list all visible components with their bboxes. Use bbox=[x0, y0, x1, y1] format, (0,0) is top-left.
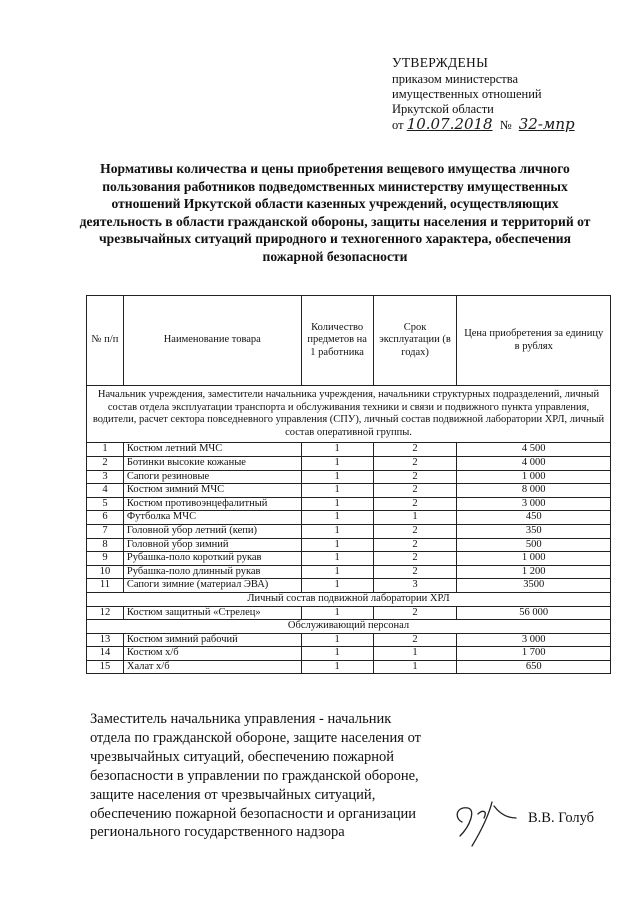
table-row bbox=[87, 456, 611, 470]
table-row bbox=[87, 606, 611, 620]
item-name: Костюм защитный «Стрелец» bbox=[123, 606, 301, 620]
table-row bbox=[87, 484, 611, 498]
item-quantity: 1 bbox=[301, 511, 373, 525]
table-row bbox=[87, 511, 611, 525]
signer-name: В.В. Голуб bbox=[528, 810, 595, 826]
item-term: 1 bbox=[373, 647, 457, 661]
table-row bbox=[87, 633, 611, 647]
header-num: № п/п bbox=[87, 296, 124, 386]
item-price: 3500 bbox=[457, 579, 611, 593]
item-price: 4 500 bbox=[457, 443, 611, 457]
header-qty: Количество предметов на 1 работника bbox=[301, 296, 373, 386]
item-quantity: 1 bbox=[301, 443, 373, 457]
item-term: 2 bbox=[373, 538, 457, 552]
item-quantity: 1 bbox=[301, 456, 373, 470]
table-row bbox=[87, 497, 611, 511]
group-label: Начальник учреждения, заместители начальника учреждения, начальники структурных подразделений, личный состав отдела эксплуатации транспорта и обслуживания техники и связи и подвижного пункта управления, водители, расчет сектора повседневного управления (СПУ), личный состав подвижной лаборатории ХРЛ, личный состав оперативной группы. bbox=[87, 386, 611, 443]
item-price: 4 000 bbox=[457, 456, 611, 470]
item-quantity: 1 bbox=[301, 606, 373, 620]
approval-number: 32-мпр bbox=[518, 115, 575, 133]
item-name: Костюм зимний рабочий bbox=[123, 633, 301, 647]
row-number: 11 bbox=[87, 579, 124, 593]
item-quantity: 1 bbox=[301, 579, 373, 593]
item-quantity: 1 bbox=[301, 552, 373, 566]
table-row bbox=[87, 552, 611, 566]
signature-position: Заместитель начальника управления - начальник отдела по гражданской обороне, защите населения от чрезвычайных ситуаций, обеспечению пожарной безопасности в управлении по гражданской обороне, защите населения от чрезвычайных ситуаций, обеспечению пожарной безопасности и организации регионального государственного надзора bbox=[90, 711, 421, 841]
item-name: Ботинки высокие кожаные bbox=[123, 456, 301, 470]
item-price: 1 700 bbox=[457, 647, 611, 661]
item-quantity: 1 bbox=[301, 497, 373, 511]
item-term: 2 bbox=[373, 497, 457, 511]
approval-block bbox=[392, 55, 612, 133]
item-quantity: 1 bbox=[301, 633, 373, 647]
table-row bbox=[87, 660, 611, 674]
document-title: Нормативы количества и цены приобретения вещевого имущества личного пользования работников подведомственных министерству имущественных отношений Иркутской области казенных учреждений, осуществляющих деятельность в области гражданской обороны, защиты населения и территорий от чрезвычайных ситуаций природного и техногенного характера, обеспечения пожарной безопасности bbox=[79, 161, 591, 264]
row-number: 14 bbox=[87, 647, 124, 661]
group-row-lab bbox=[87, 592, 611, 606]
item-name: Костюм зимний МЧС bbox=[123, 484, 301, 498]
table-row bbox=[87, 443, 611, 457]
row-number: 12 bbox=[87, 606, 124, 620]
item-name: Футболка МЧС bbox=[123, 511, 301, 525]
group-row-staff bbox=[87, 620, 611, 634]
item-name: Халат х/б bbox=[123, 660, 301, 674]
table-row bbox=[87, 470, 611, 484]
approval-line-1: приказом министерства bbox=[392, 72, 519, 86]
row-number: 13 bbox=[87, 633, 124, 647]
row-number: 6 bbox=[87, 511, 124, 525]
item-term: 2 bbox=[373, 633, 457, 647]
item-term: 1 bbox=[373, 511, 457, 525]
row-number: 7 bbox=[87, 524, 124, 538]
group-row-management bbox=[87, 386, 611, 443]
group-label: Личный состав подвижной лаборатории ХРЛ bbox=[87, 592, 611, 606]
group-label: Обслуживающий персонал bbox=[87, 620, 611, 634]
item-quantity: 1 bbox=[301, 470, 373, 484]
item-price: 1 000 bbox=[457, 552, 611, 566]
row-number: 8 bbox=[87, 538, 124, 552]
item-quantity: 1 bbox=[301, 538, 373, 552]
item-name: Сапоги зимние (материал ЭВА) bbox=[123, 579, 301, 593]
table-row bbox=[87, 565, 611, 579]
item-price: 56 000 bbox=[457, 606, 611, 620]
item-price: 650 bbox=[457, 660, 611, 674]
item-quantity: 1 bbox=[301, 660, 373, 674]
item-name: Головной убор летний (кепи) bbox=[123, 524, 301, 538]
row-number: 5 bbox=[87, 497, 124, 511]
item-price: 1 200 bbox=[457, 565, 611, 579]
item-term: 2 bbox=[373, 484, 457, 498]
norms-table bbox=[86, 295, 611, 674]
row-number: 9 bbox=[87, 552, 124, 566]
approval-date-line bbox=[392, 117, 612, 133]
item-name: Костюм противоэнцефалитный bbox=[123, 497, 301, 511]
item-price: 3 000 bbox=[457, 497, 611, 511]
table-row bbox=[87, 647, 611, 661]
row-number: 4 bbox=[87, 484, 124, 498]
table-row bbox=[87, 538, 611, 552]
item-price: 3 000 bbox=[457, 633, 611, 647]
item-name: Сапоги резиновые bbox=[123, 470, 301, 484]
item-name: Костюм х/б bbox=[123, 647, 301, 661]
approval-date: 10.07.2018 bbox=[406, 115, 493, 133]
handwritten-signature bbox=[448, 792, 520, 848]
item-term: 2 bbox=[373, 606, 457, 620]
item-name: Рубашка-поло короткий рукав bbox=[123, 552, 301, 566]
item-term: 2 bbox=[373, 443, 457, 457]
item-quantity: 1 bbox=[301, 647, 373, 661]
item-name: Рубашка-поло длинный рукав bbox=[123, 565, 301, 579]
header-price: Цена приобретения за единицу в рублях bbox=[457, 296, 611, 386]
item-price: 8 000 bbox=[457, 484, 611, 498]
item-term: 2 bbox=[373, 552, 457, 566]
item-price: 500 bbox=[457, 538, 611, 552]
item-term: 2 bbox=[373, 565, 457, 579]
header-term: Срок эксплуатации (в годах) bbox=[373, 296, 457, 386]
row-number: 1 bbox=[87, 443, 124, 457]
row-number: 2 bbox=[87, 456, 124, 470]
approval-date-prefix: от bbox=[392, 118, 404, 132]
approval-number-sign: № bbox=[499, 118, 512, 132]
table-row bbox=[87, 524, 611, 538]
approval-heading: УТВЕРЖДЕНЫ bbox=[392, 55, 489, 70]
row-number: 15 bbox=[87, 660, 124, 674]
approval-line-2: имущественных отношений bbox=[392, 87, 542, 101]
item-quantity: 1 bbox=[301, 524, 373, 538]
item-term: 3 bbox=[373, 579, 457, 593]
table-row bbox=[87, 579, 611, 593]
item-term: 1 bbox=[373, 660, 457, 674]
item-price: 450 bbox=[457, 511, 611, 525]
item-quantity: 1 bbox=[301, 484, 373, 498]
row-number: 3 bbox=[87, 470, 124, 484]
item-name: Головной убор зимний bbox=[123, 538, 301, 552]
item-quantity: 1 bbox=[301, 565, 373, 579]
item-price: 1 000 bbox=[457, 470, 611, 484]
table-header-row bbox=[87, 296, 611, 386]
item-price: 350 bbox=[457, 524, 611, 538]
item-term: 2 bbox=[373, 524, 457, 538]
approval-line-3: Иркутской области bbox=[392, 102, 494, 116]
row-number: 10 bbox=[87, 565, 124, 579]
header-name: Наименование товара bbox=[123, 296, 301, 386]
item-name: Костюм летний МЧС bbox=[123, 443, 301, 457]
item-term: 2 bbox=[373, 470, 457, 484]
item-term: 2 bbox=[373, 456, 457, 470]
